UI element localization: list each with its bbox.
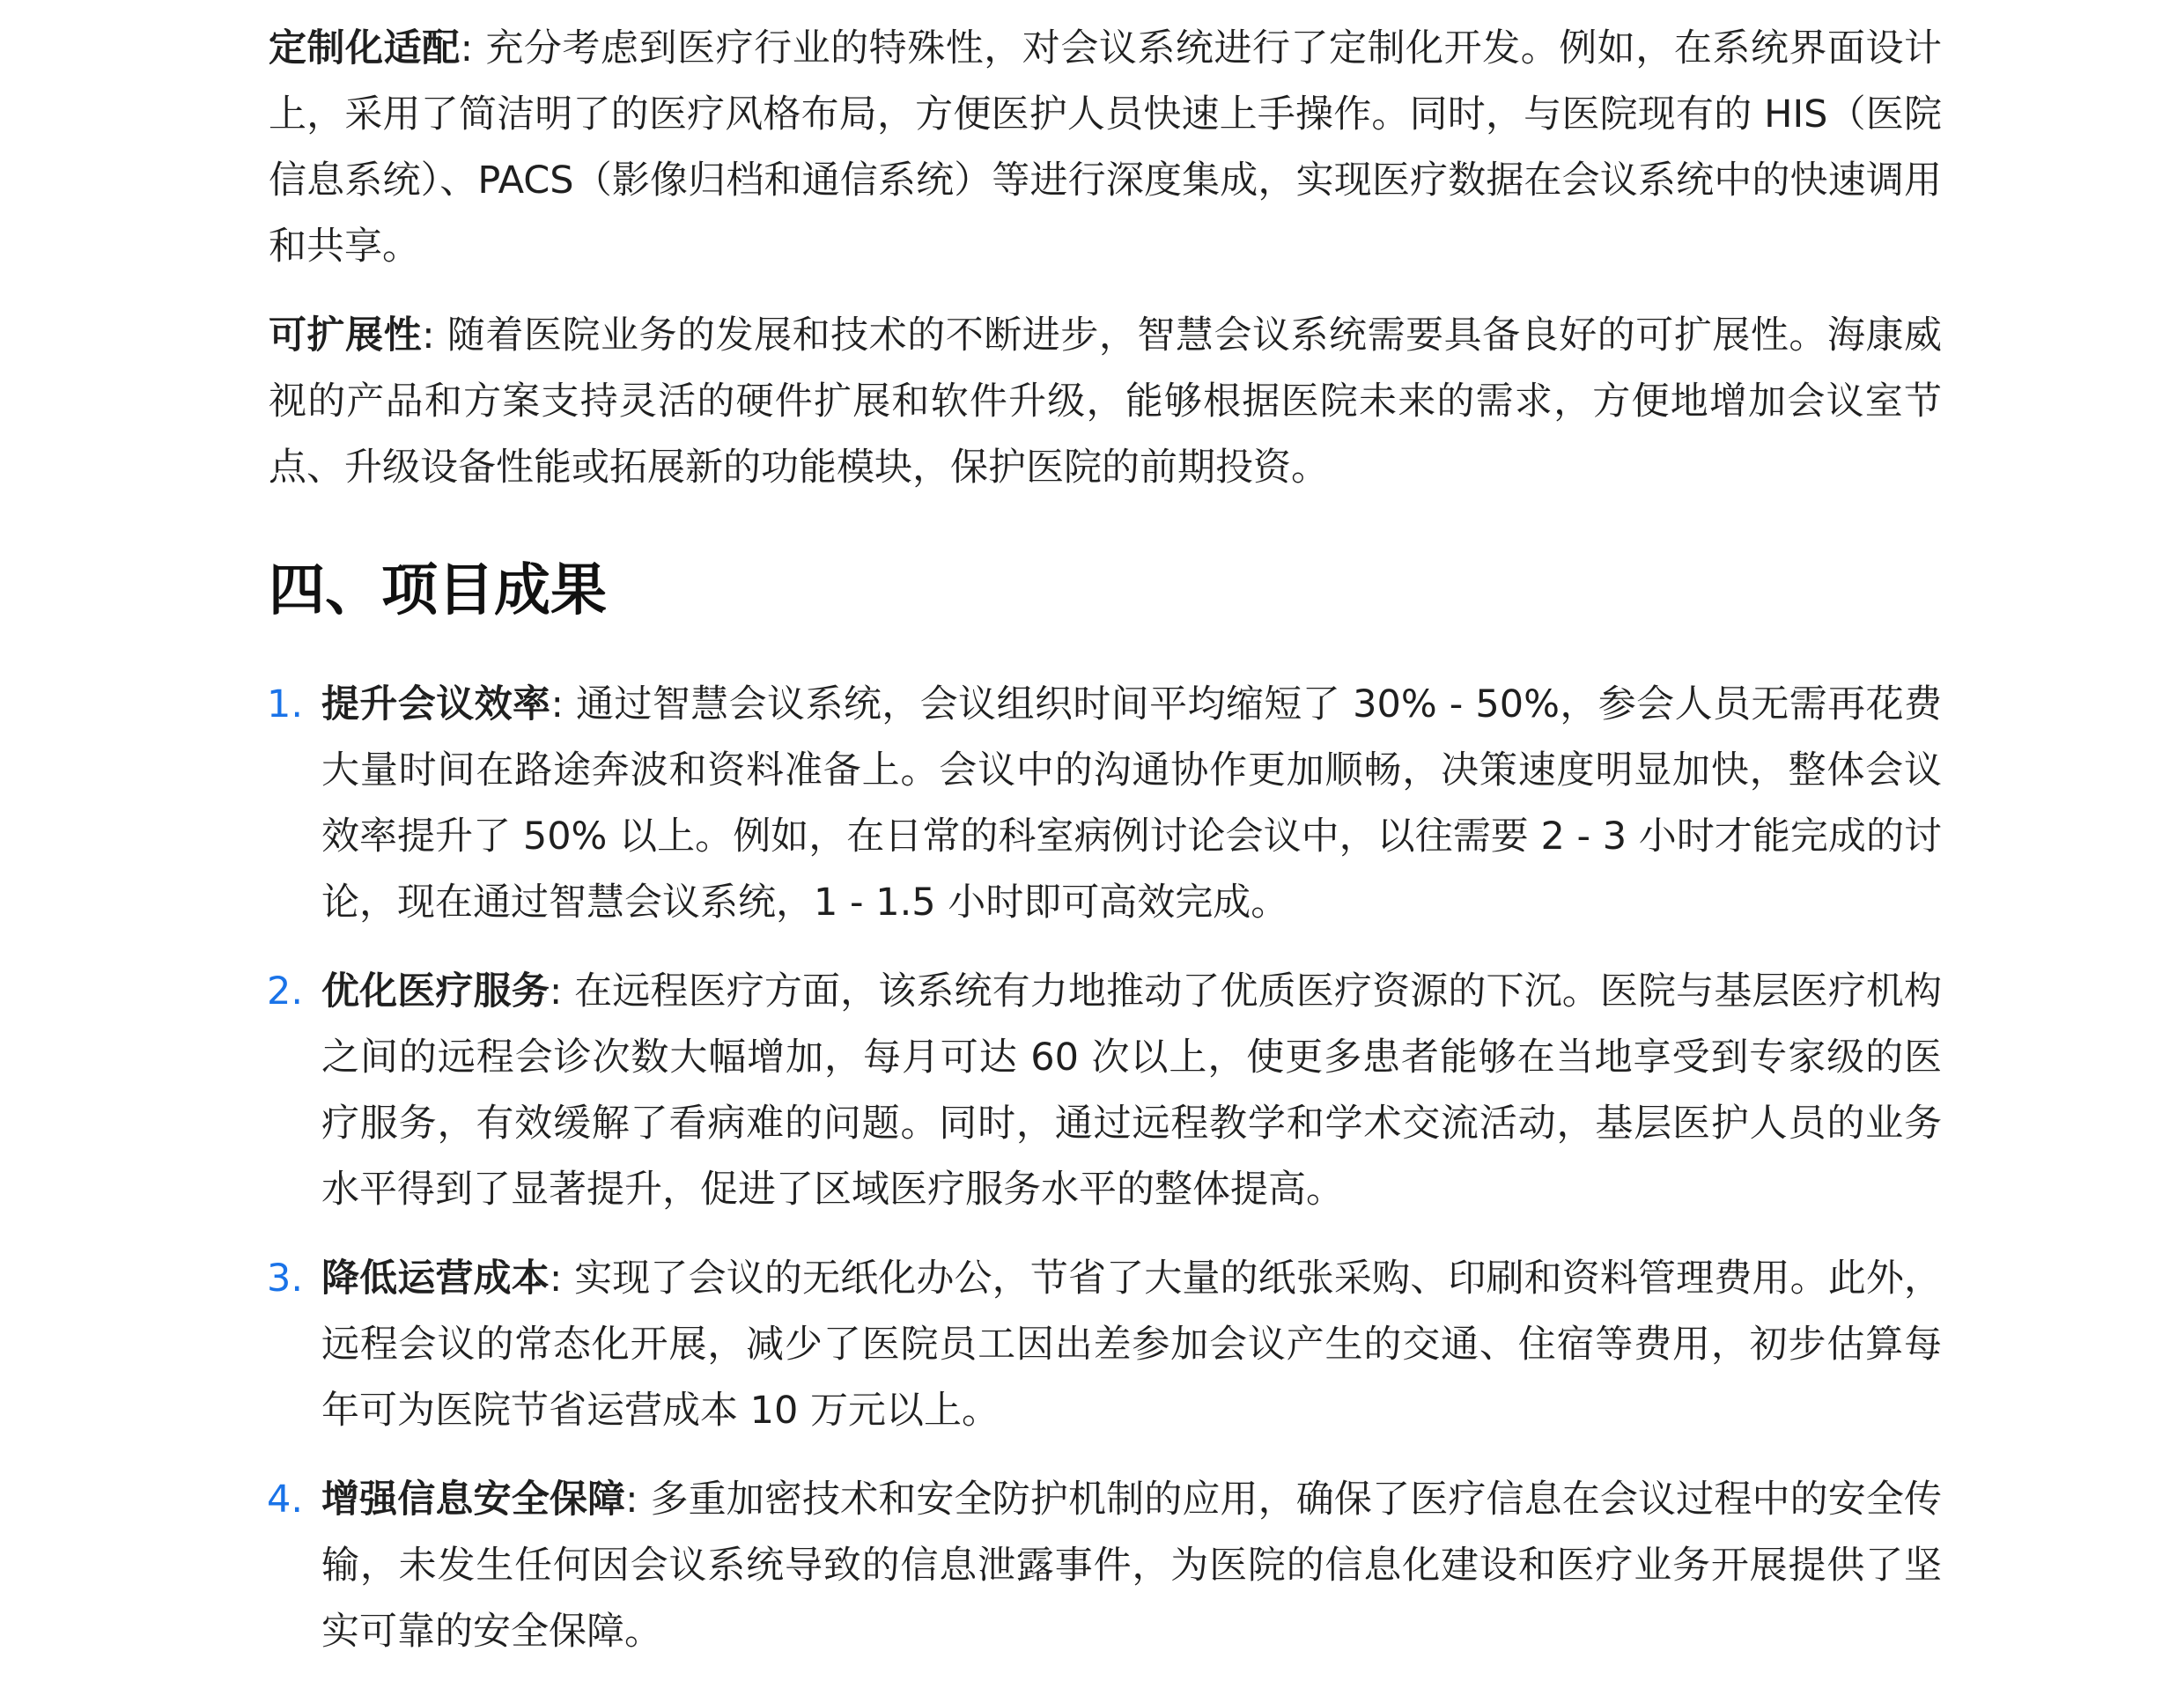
paragraph-scalability	[269, 303, 1942, 501]
list-item-title: 降低运营成本	[321, 1257, 550, 1301]
document-body	[269, 16, 1942, 1688]
list-item-title: 提升会议效率	[321, 682, 551, 726]
list-item-title: 增强信息安全保障	[321, 1478, 626, 1522]
list-item	[269, 672, 1942, 936]
list-item-text: 多重加密技术和安全防护机制的应用，确保了医疗信息在会议过程中的安全传输，未发生任何因会议系统导致的信息泄露事件，为医院的信息化建设和医疗业务开展提供了坚实可靠的安全保障。	[321, 1478, 1943, 1654]
list-number: 3.	[267, 1257, 304, 1301]
list-item-title: 优化医疗服务	[321, 969, 550, 1014]
list-item	[269, 1246, 1942, 1444]
paragraph-title: 定制化适配	[269, 26, 461, 70]
title-separator: :	[460, 26, 474, 70]
list-number: 2.	[267, 969, 304, 1014]
list-number: 1.	[267, 682, 304, 726]
paragraph-title: 可扩展性	[269, 313, 423, 358]
list-item	[269, 1467, 1942, 1665]
title-separator: :	[422, 313, 435, 358]
title-separator: :	[550, 682, 564, 726]
list-item-text: 通过智慧会议系统，会议组织时间平均缩短了 30% - 50%，参会人员无需再花费大量时间在路途奔波和资料准备上。会议中的沟通协作更加顺畅，决策速度明显加快，整体会议效率提升了 50% 以上。例如，在日常的科室病例讨论会议中，以往需要 2 - 3 小时才能完成的讨论，现在通过智慧会议系统，1 - 1.5 小时即可高效完成。	[321, 682, 1943, 925]
list-item-text: 在远程医疗方面，该系统有力地推动了优质医疗资源的下沉。医院与基层医疗机构之间的远程会诊次数大幅增加，每月可达 60 次以上，使更多患者能够在当地享受到专家级的医疗服务，有效缓解了看病难的问题。同时，通过远程教学和学术交流活动，基层医护人员的业务水平得到了显著提升，促进了区域医疗服务水平的整体提高。	[321, 969, 1943, 1212]
title-separator: :	[625, 1478, 638, 1522]
paragraph-text: 随着医院业务的发展和技术的不断进步，智慧会议系统需要具备良好的可扩展性。海康威视的产品和方案支持灵活的硬件扩展和软件升级，能够根据医院未来的需求，方便地增加会议室节点、升级设备性能或拓展新的功能模块，保护医院的前期投资。	[269, 313, 1943, 490]
title-separator: :	[549, 1257, 563, 1301]
results-list	[269, 672, 1942, 1665]
title-separator: :	[549, 969, 563, 1014]
list-number: 4.	[267, 1478, 304, 1522]
list-item	[269, 959, 1942, 1223]
paragraph-customization	[269, 16, 1942, 280]
paragraph-text: 充分考虑到医疗行业的特殊性，对会议系统进行了定制化开发。例如，在系统界面设计上，采用了简洁明了的医疗风格布局，方便医护人员快速上手操作。同时，与医院现有的 HIS（医院信息系统）、PACS（影像归档和通信系统）等进行深度集成，实现医疗数据在会议系统中的快速调用和共享。	[269, 26, 1943, 269]
section-heading: 四、项目成果	[269, 558, 607, 623]
list-item-text: 实现了会议的无纸化办公，节省了大量的纸张采购、印刷和资料管理费用。此外，远程会议的常态化开展，减少了医院员工因出差参加会议产生的交通、住宿等费用，初步估算每年可为医院节省运营成本 10 万元以上。	[321, 1257, 1943, 1433]
